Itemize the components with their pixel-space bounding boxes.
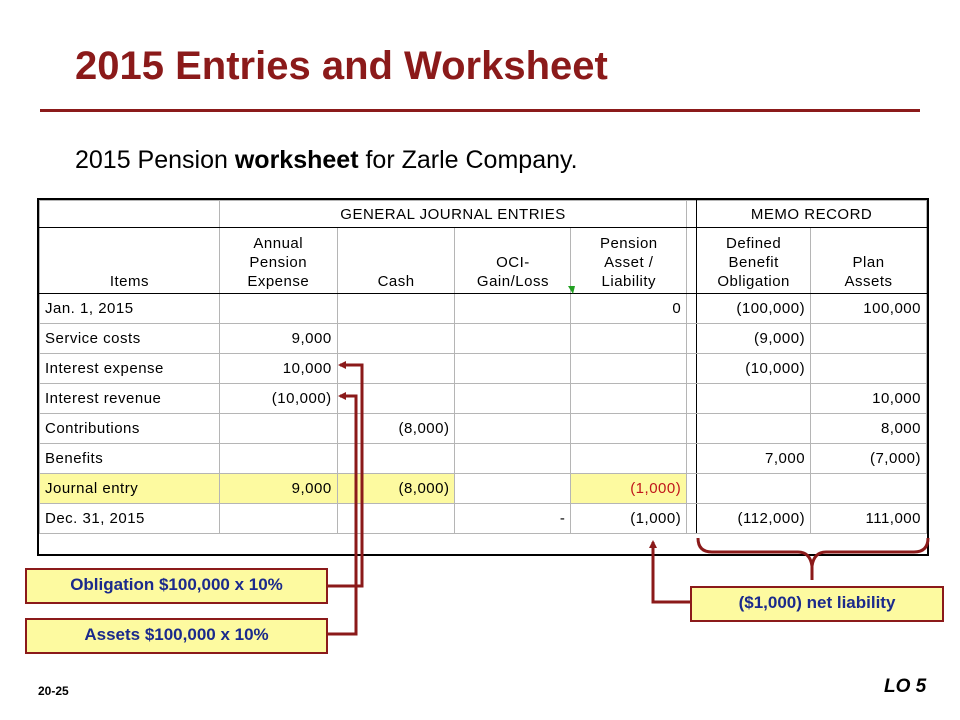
col-header-text: Obligation [717, 273, 790, 290]
memo-brace [698, 538, 928, 566]
cell-expense: (10,000) [219, 384, 337, 414]
col-header-text: Annual [253, 235, 304, 252]
subtitle-tail: for Zarle Company. [358, 146, 578, 174]
obligation-callout: Obligation $100,000 x 10% [25, 568, 328, 604]
learning-objective: LO 5 [884, 676, 927, 697]
slide-number: 20-25 [38, 684, 69, 698]
col-header-text: Asset / [604, 254, 654, 271]
subtitle-lead: 2015 Pension [75, 146, 235, 174]
net-liability-connector [653, 542, 690, 602]
cell-plan-assets: 111,000 [811, 504, 927, 534]
col-header-text: Plan [852, 254, 885, 271]
cell-oci: - [455, 504, 571, 534]
row-item: Service costs [40, 324, 220, 354]
row-item: Benefits [40, 444, 220, 474]
cell-dbo: (112,000) [697, 504, 811, 534]
row-item: Journal entry [40, 474, 220, 504]
cell-dbo: 7,000 [697, 444, 811, 474]
col-header-text: Pension [599, 235, 658, 252]
net-liability-callout: ($1,000) net liability [690, 586, 944, 622]
col-header-text: Expense [247, 273, 310, 290]
cell-expense: 10,000 [219, 354, 337, 384]
cell-plan-assets: 100,000 [811, 294, 927, 324]
row-item: Dec. 31, 2015 [40, 504, 220, 534]
col-header-text: Liability [601, 273, 657, 290]
cell-plan-assets: 8,000 [811, 414, 927, 444]
row-item: Jan. 1, 2015 [40, 294, 220, 324]
cell-expense: 9,000 [219, 324, 337, 354]
col-header-text: Assets [844, 273, 893, 290]
journal-entries-header: GENERAL JOURNAL ENTRIES [219, 201, 686, 228]
col-header-text: Pension [249, 254, 308, 271]
cell-cash: (8,000) [337, 414, 455, 444]
cell-dbo: (10,000) [697, 354, 811, 384]
cell-asset-liability: (1,000) [571, 474, 687, 504]
cell-asset-liability: 0 [571, 294, 687, 324]
cell-dbo: (100,000) [697, 294, 811, 324]
row-item: Interest revenue [40, 384, 220, 414]
cell-asset-liability: (1,000) [571, 504, 687, 534]
col-header-text: Defined [726, 235, 782, 252]
slide-title: 2015 Entries and Worksheet [75, 44, 608, 88]
cell-plan-assets: 10,000 [811, 384, 927, 414]
col-header-text: Benefit [728, 254, 779, 271]
row-item: Interest expense [40, 354, 220, 384]
col-header-cash: Cash [337, 228, 455, 294]
assets-connector [328, 396, 356, 634]
row-item: Contributions [40, 414, 220, 444]
cell-cash: (8,000) [337, 474, 455, 504]
col-header-text: OCI- [496, 254, 530, 271]
col-header-items: Items [40, 228, 220, 294]
subtitle-emphasis: worksheet [234, 146, 359, 174]
cell-expense: 9,000 [219, 474, 337, 504]
cell-plan-assets: (7,000) [811, 444, 927, 474]
memo-record-header: MEMO RECORD [697, 201, 927, 228]
assets-callout: Assets $100,000 x 10% [25, 618, 328, 654]
col-header-text: Gain/Loss [476, 273, 549, 290]
cell-dbo: (9,000) [697, 324, 811, 354]
